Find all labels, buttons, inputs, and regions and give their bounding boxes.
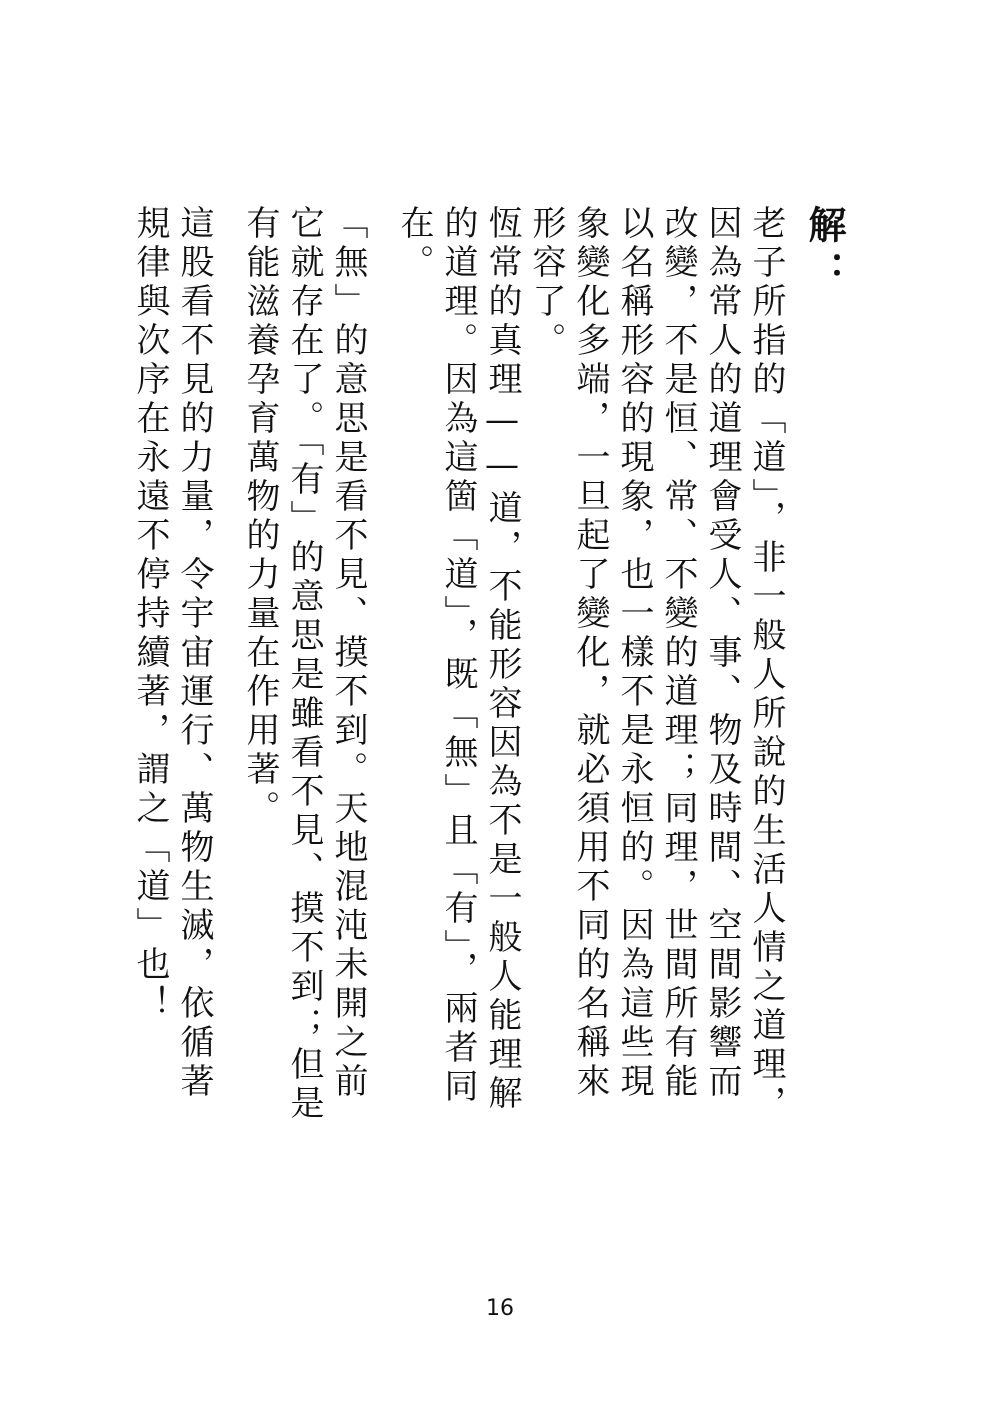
- paragraph-4: 這股看不見的力量，令宇宙運行、萬物生滅，依循著規律與次序在永遠不停持續著，謂之「道」也！: [130, 205, 214, 1102]
- page-number: 16: [486, 1296, 514, 1321]
- paragraph-3: 「無」的意思是看不見、摸不到。天地混沌未開之前它就存在了。「有」的意思是雖看不見、摸不到；但是有能滋養孕育萬物的力量在作用著。: [240, 205, 368, 1124]
- paragraph-1: 老子所指的「道」，非一般人所說的生活人情之道理，因為常人的道理會受人、事、物及時間、空間影響而改變，不是恒、常、不變的道理；同理，世間所有能以名稱形容的現象，也一樣不是永恒的。因為這些現象變化多端，一旦起了變化，就必須用不同的名稱來形容了。: [526, 205, 786, 1124]
- paragraph-2: 恆常的真理——道，不能形容因為不是一般人能理解的道理。因為這箇「道」，既「無」且「有」，兩者同在。: [394, 205, 522, 1114]
- section-heading: 解：: [802, 205, 847, 297]
- vertical-text-body: [128, 205, 850, 1135]
